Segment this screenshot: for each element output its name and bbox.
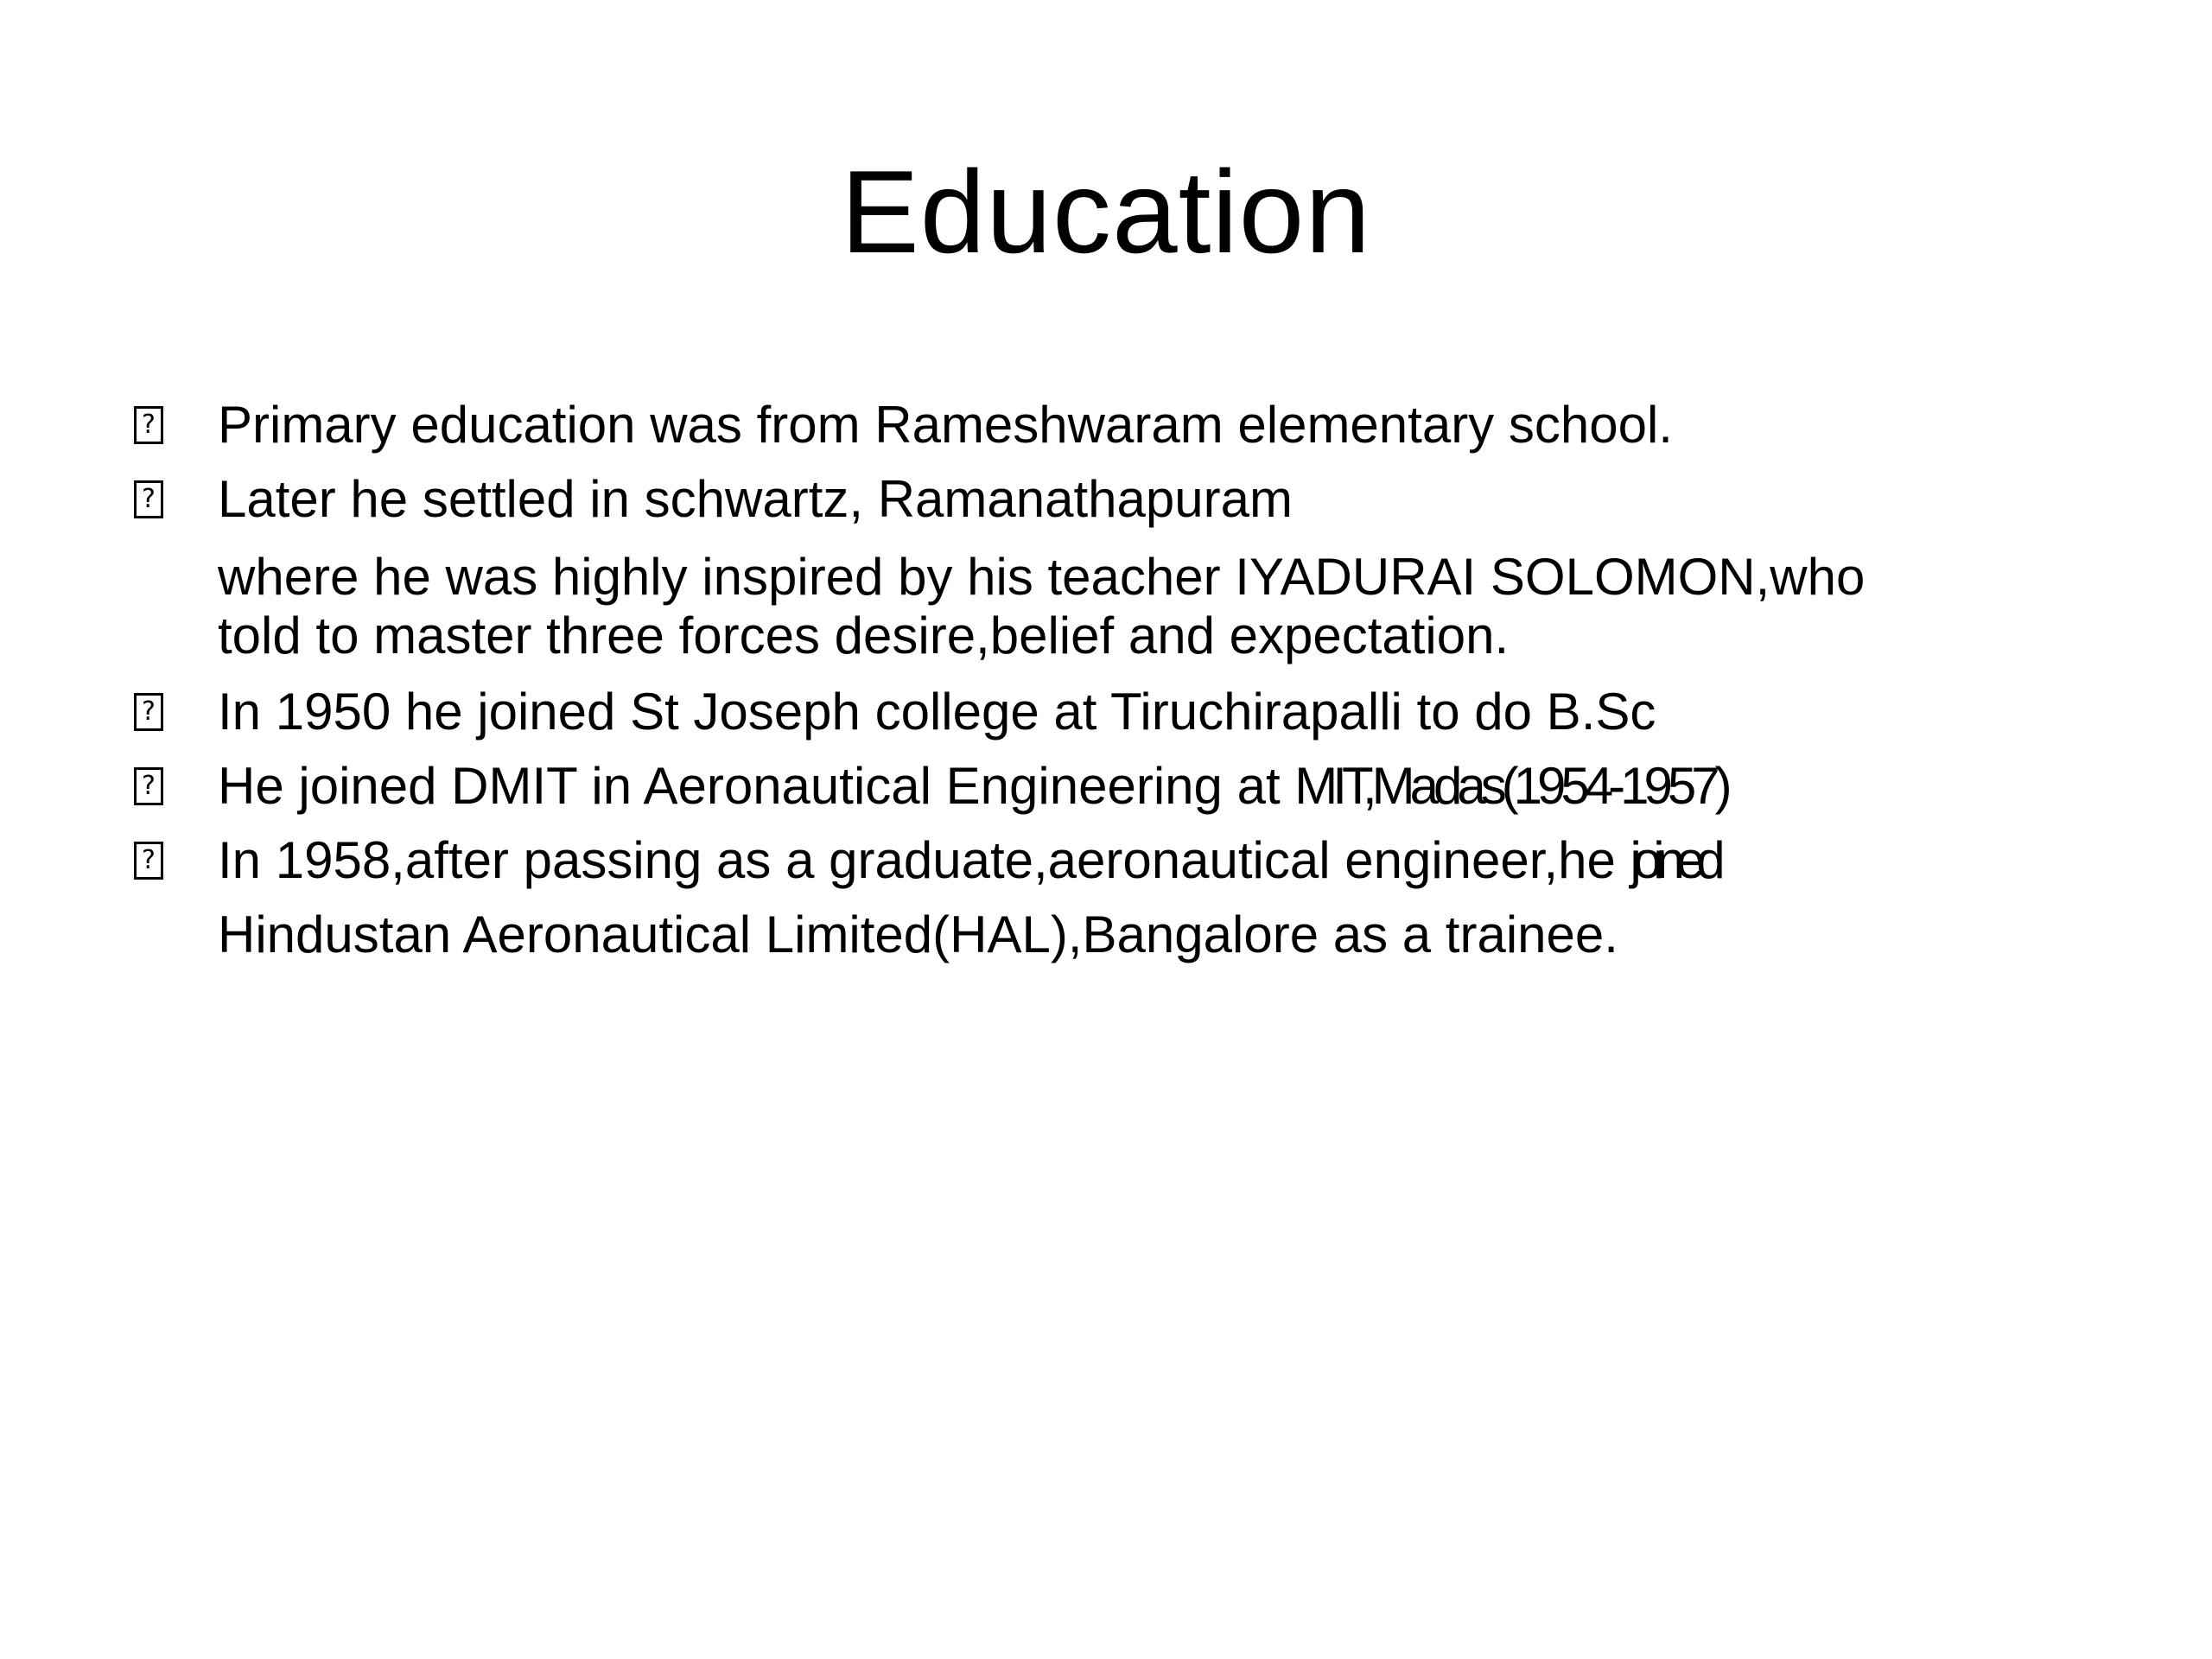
list-item-text <box>218 755 1727 817</box>
list-item-text-condensed: MIT,Madas(1954-1957) <box>1294 757 1727 815</box>
bullet-marker-icon: ? <box>134 842 163 880</box>
bullet-marker-icon: ? <box>134 693 163 731</box>
list-item-text: Primary education was from Rameshwaram elementary school. <box>218 396 1673 454</box>
bullet-marker-icon: ? <box>134 480 163 518</box>
list-item-text-condensed: joined <box>1630 831 1717 889</box>
list-item-continuation: told to master three forces desire,belief and expectation. <box>218 607 1510 664</box>
list-item-continuation: Hindustan Aeronautical Limited(HAL),Bangalore as a trainee. <box>218 906 1618 963</box>
list-item-continuation: where he was highly inspired by his teacher IYADURAI SOLOMON,who <box>218 548 1866 606</box>
list-item-text-part: In 1958,after passing as a graduate,aeronautical engineer,he <box>218 831 1630 889</box>
slide-title: Education <box>841 146 1371 277</box>
list-item-text: Later he settled in schwartz, Ramanathapuram <box>218 470 1293 528</box>
list-item-text-part: He joined DMIT in Aeronautical Engineering at <box>218 757 1295 815</box>
list-item-text <box>218 830 1717 892</box>
bullet-marker-icon: ? <box>134 406 163 444</box>
list-item-text: In 1950 he joined St Joseph college at Tiruchirapalli to do B.Sc <box>218 683 1656 741</box>
bullet-marker-icon: ? <box>134 767 163 805</box>
